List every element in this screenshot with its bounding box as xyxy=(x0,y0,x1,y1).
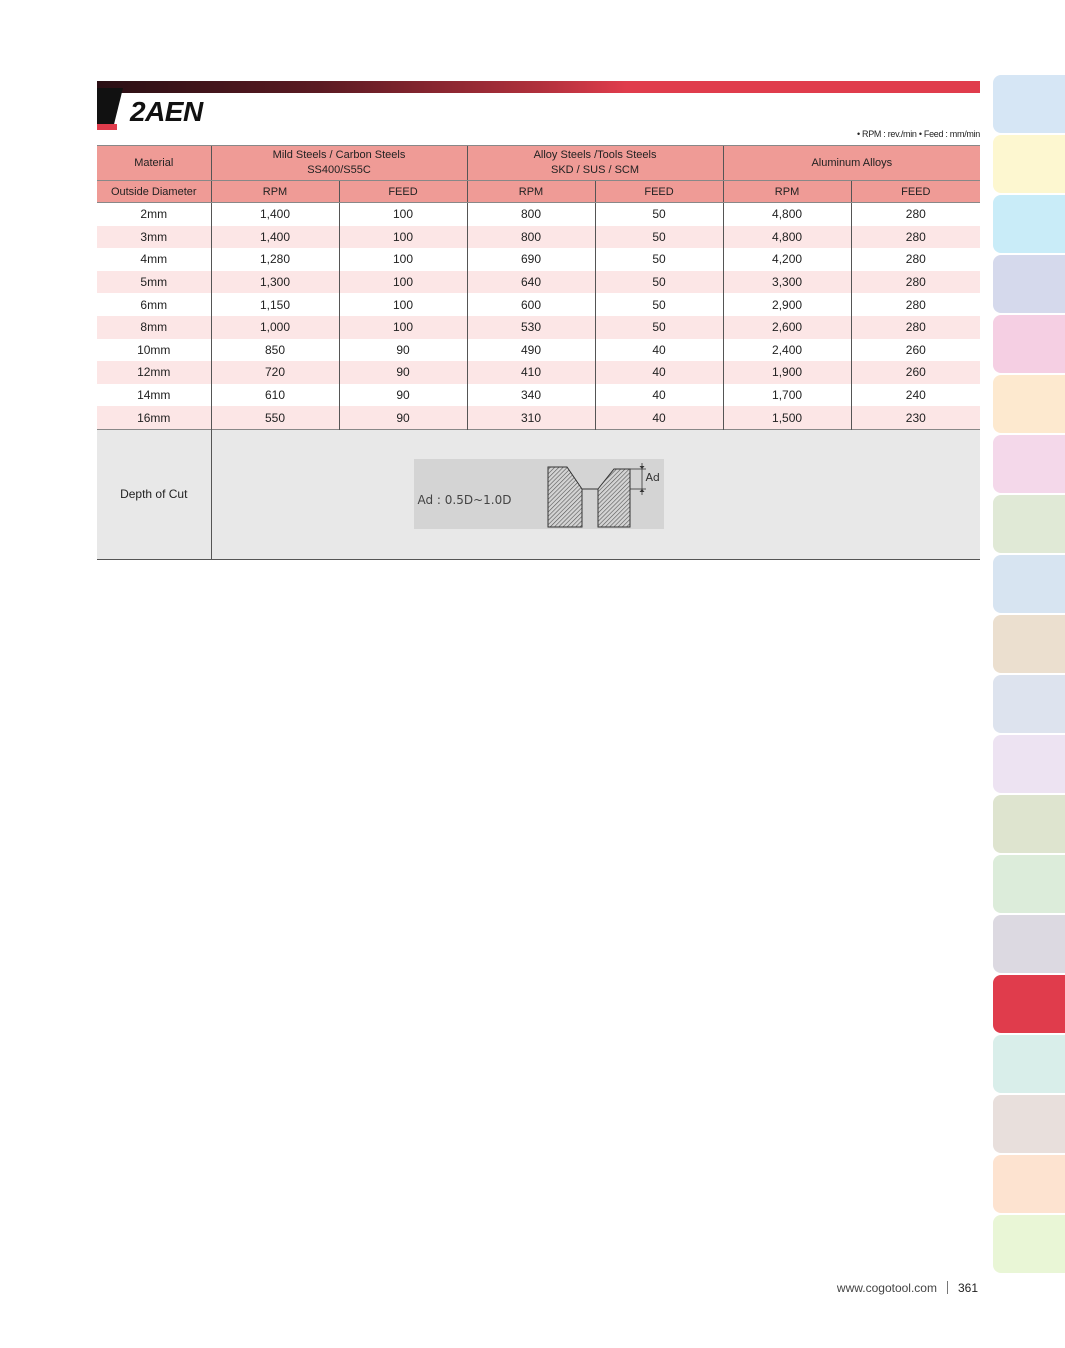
rpm-cell: 600 xyxy=(467,293,595,316)
section-tab[interactable] xyxy=(993,435,1065,493)
depth-dimension-label: Ad xyxy=(645,471,660,485)
rpm-cell: 720 xyxy=(211,361,339,384)
page-number: 361 xyxy=(957,1281,978,1295)
section-tab[interactable] xyxy=(993,1215,1065,1273)
feed-cell: 100 xyxy=(339,248,467,271)
table-row xyxy=(97,271,980,294)
rpm-cell: 640 xyxy=(467,271,595,294)
feed-cell: 230 xyxy=(851,406,980,429)
feed-cell: 90 xyxy=(339,361,467,384)
header-row-subheaders xyxy=(97,181,980,203)
rpm-cell: 410 xyxy=(467,361,595,384)
diameter-cell: 3mm xyxy=(97,226,211,249)
table-row xyxy=(97,293,980,316)
feed-cell: 40 xyxy=(595,361,723,384)
feed-header: FEED xyxy=(595,181,723,203)
diameter-cell: 2mm xyxy=(97,203,211,226)
diameter-cell: 12mm xyxy=(97,361,211,384)
rpm-cell: 1,000 xyxy=(211,316,339,339)
feed-cell: 260 xyxy=(851,339,980,362)
rpm-cell: 4,800 xyxy=(723,226,851,249)
rpm-cell: 1,150 xyxy=(211,293,339,316)
section-tab[interactable] xyxy=(993,615,1065,673)
feed-cell: 40 xyxy=(595,339,723,362)
feed-cell: 280 xyxy=(851,226,980,249)
material-header: Material xyxy=(97,146,211,181)
rpm-cell: 1,700 xyxy=(723,384,851,407)
section-tab[interactable] xyxy=(993,555,1065,613)
table-row xyxy=(97,203,980,226)
section-tab[interactable] xyxy=(993,75,1065,133)
table-row xyxy=(97,384,980,407)
rpm-cell: 850 xyxy=(211,339,339,362)
diameter-cell: 4mm xyxy=(97,248,211,271)
section-tab[interactable] xyxy=(993,135,1065,193)
feed-cell: 240 xyxy=(851,384,980,407)
rpm-cell: 530 xyxy=(467,316,595,339)
depth-of-cut-row xyxy=(97,429,980,559)
rpm-cell: 4,800 xyxy=(723,203,851,226)
table-row xyxy=(97,316,980,339)
diameter-cell: 10mm xyxy=(97,339,211,362)
title-accent-red xyxy=(97,124,117,130)
rpm-cell: 1,500 xyxy=(723,406,851,429)
page-title: 2AEN xyxy=(130,96,203,127)
header-row-materials xyxy=(97,146,980,181)
units-note: • RPM : rev./min • Feed : mm/min xyxy=(856,129,980,139)
rpm-cell: 550 xyxy=(211,406,339,429)
feed-cell: 90 xyxy=(339,384,467,407)
rpm-cell: 490 xyxy=(467,339,595,362)
depth-of-cut-diagram xyxy=(414,459,664,529)
feed-cell: 50 xyxy=(595,271,723,294)
feed-cell: 50 xyxy=(595,203,723,226)
rpm-cell: 340 xyxy=(467,384,595,407)
feed-cell: 280 xyxy=(851,293,980,316)
rpm-cell: 2,400 xyxy=(723,339,851,362)
feed-cell: 90 xyxy=(339,339,467,362)
feed-cell: 280 xyxy=(851,248,980,271)
rpm-header: RPM xyxy=(467,181,595,203)
rpm-cell: 4,200 xyxy=(723,248,851,271)
cutting-conditions-table xyxy=(97,145,980,560)
section-tab[interactable] xyxy=(993,675,1065,733)
table-row xyxy=(97,339,980,362)
rpm-cell: 1,400 xyxy=(211,226,339,249)
feed-cell: 100 xyxy=(339,293,467,316)
diameter-cell: 6mm xyxy=(97,293,211,316)
rpm-cell: 1,900 xyxy=(723,361,851,384)
feed-cell: 280 xyxy=(851,203,980,226)
feed-cell: 280 xyxy=(851,271,980,294)
group-header-mild-steels xyxy=(211,146,467,181)
section-tab[interactable] xyxy=(993,1155,1065,1213)
group-header-alloy-steels xyxy=(467,146,723,181)
group-header-line1: Aluminum Alloys xyxy=(811,156,893,169)
feed-header: FEED xyxy=(339,181,467,203)
section-tab[interactable] xyxy=(993,315,1065,373)
feed-cell: 90 xyxy=(339,406,467,429)
table-row xyxy=(97,226,980,249)
feed-cell: 50 xyxy=(595,226,723,249)
section-tab[interactable] xyxy=(993,915,1065,973)
depth-formula: Ad : 0.5D~1.0D xyxy=(417,493,512,508)
feed-cell: 100 xyxy=(339,316,467,339)
rpm-cell: 690 xyxy=(467,248,595,271)
rpm-cell: 1,280 xyxy=(211,248,339,271)
feed-cell: 50 xyxy=(595,316,723,339)
section-tab[interactable] xyxy=(993,195,1065,253)
section-tab[interactable] xyxy=(993,495,1065,553)
group-header-aluminum xyxy=(723,146,980,181)
rpm-header: RPM xyxy=(723,181,851,203)
section-tab[interactable] xyxy=(993,1095,1065,1153)
rpm-cell: 1,300 xyxy=(211,271,339,294)
feed-cell: 50 xyxy=(595,248,723,271)
group-header-line2: SKD / SUS / SCM xyxy=(551,164,640,176)
rpm-cell: 800 xyxy=(467,226,595,249)
rpm-cell: 2,900 xyxy=(723,293,851,316)
depth-of-cut-cell xyxy=(211,429,980,559)
table-row xyxy=(97,248,980,271)
page-footer xyxy=(837,1281,978,1295)
rpm-header: RPM xyxy=(211,181,339,203)
depth-of-cut-label: Depth of Cut xyxy=(97,429,211,559)
rpm-cell: 610 xyxy=(211,384,339,407)
feed-header: FEED xyxy=(851,181,980,203)
rpm-cell: 310 xyxy=(467,406,595,429)
section-tab-active[interactable] xyxy=(993,975,1065,1033)
diameter-cell: 16mm xyxy=(97,406,211,429)
group-header-line1: Mild Steels / Carbon Steels xyxy=(272,149,406,161)
section-tab[interactable] xyxy=(993,375,1065,433)
footer-divider xyxy=(947,1281,948,1294)
feed-cell: 40 xyxy=(595,384,723,407)
feed-cell: 260 xyxy=(851,361,980,384)
rpm-cell: 1,400 xyxy=(211,203,339,226)
diameter-cell: 8mm xyxy=(97,316,211,339)
header-banner-bar xyxy=(97,81,980,93)
section-tab[interactable] xyxy=(993,855,1065,913)
feed-cell: 280 xyxy=(851,316,980,339)
website-link[interactable]: www.cogotool.com xyxy=(836,1281,937,1295)
section-tab[interactable] xyxy=(993,1035,1065,1093)
diameter-cell: 5mm xyxy=(97,271,211,294)
section-tab[interactable] xyxy=(993,735,1065,793)
table-row xyxy=(97,361,980,384)
section-tab[interactable] xyxy=(993,795,1065,853)
rpm-cell: 2,600 xyxy=(723,316,851,339)
table-row xyxy=(97,406,980,429)
diameter-cell: 14mm xyxy=(97,384,211,407)
feed-cell: 100 xyxy=(339,203,467,226)
feed-cell: 100 xyxy=(339,271,467,294)
rpm-cell: 3,300 xyxy=(723,271,851,294)
outside-diameter-header: Outside Diameter xyxy=(97,181,211,203)
group-header-line1: Alloy Steels /Tools Steels xyxy=(533,149,657,161)
feed-cell: 40 xyxy=(595,406,723,429)
section-tab[interactable] xyxy=(993,255,1065,313)
feed-cell: 50 xyxy=(595,293,723,316)
group-header-line2: SS400/S55C xyxy=(307,164,371,176)
feed-cell: 100 xyxy=(339,226,467,249)
rpm-cell: 800 xyxy=(467,203,595,226)
